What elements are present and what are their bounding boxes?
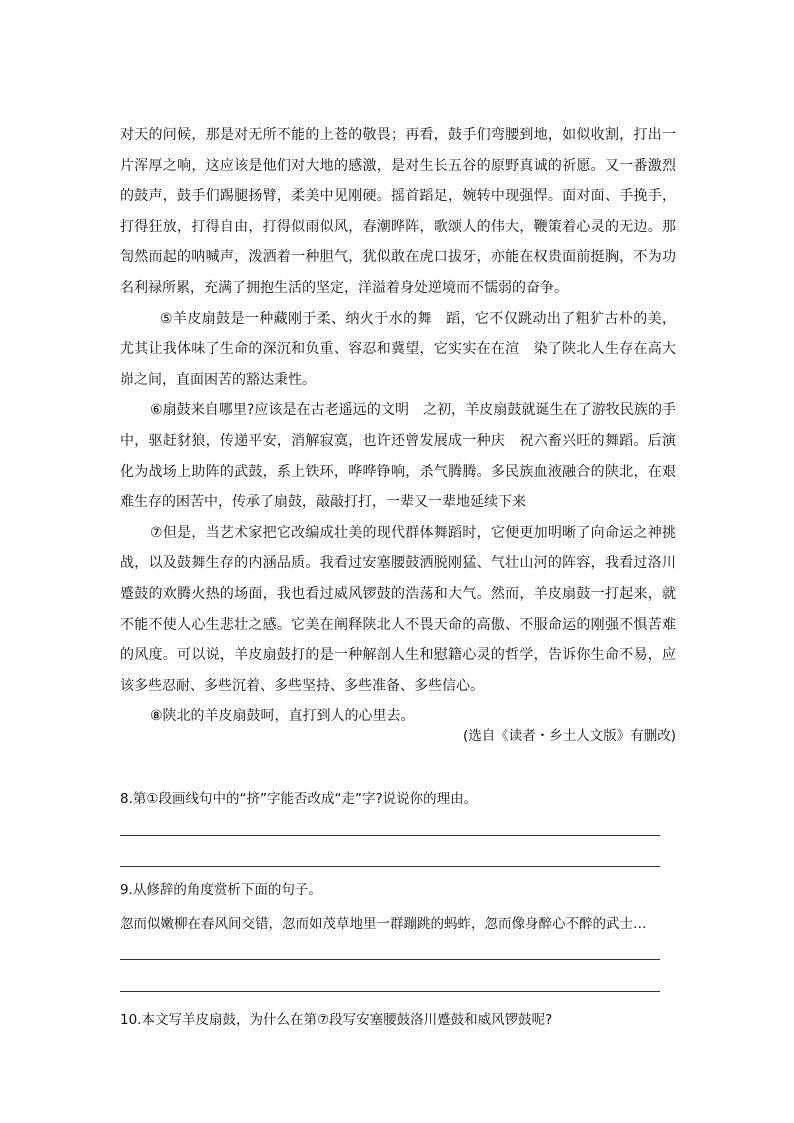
- answer-line[interactable]: [120, 959, 660, 960]
- paragraph-6: ⑥扇鼓来自哪里?应该是在古老遥远的文明 之初，羊皮扇鼓就诞生在了游牧民族的手中，驱赶豺狼，传递平安，消解寂寞，也许还曾发展成一种庆 祝六畜兴旺的舞蹈。后演化为战场上助阵的武鼓，系上铁环，哗哗铮响，杀气腾腾。多民族血液融合的陕北，在艰难生存的困苦中，传承了扇鼓，敲敲打打，一辈又一辈地延续下来: [120, 402, 676, 511]
- question-8: 8.第①段画线句中的“挤”字能否改成“走”字?说说你的理由。: [120, 791, 478, 807]
- paragraph-4-continued: 对天的问候，那是对无所不能的上苍的敬畏；再看，鼓手们弯腰到地，如似收割，打出一片浑厚之响，这应该是他们对大地的感激，是对生长五谷的原野真诚的祈愿。又一番激烈的鼓声，鼓手们踢腿扬臂，柔美中见刚硬。摇首蹈足，婉转中现强悍。面对面、手挽手，打得狂放，打得自由，打得似雨似风，春潮晔阵，歌颂人的伟大，鞭策着心灵的无边。那訇然而起的呐喊声，泼洒着一种胆气，犹似敢在虎口拔牙，亦能在权贵面前挺胸，不为功名利禄所累，充满了拥抱生活的坚定，洋溢着身处逆境而不懦弱的奋争。: [120, 127, 676, 296]
- paragraph-5: ⑤羊皮扇鼓是一种藏刚于柔、纳火于水的舞 蹈，它不仅跳动出了粗犷古朴的美，尤其让我体味了生命的深沉和负重、容忍和冀望，它实实在在渲 染了陕北人生存在高大峁之间，直面困苦的豁达秉性。: [120, 310, 676, 388]
- paragraph-7: ⑦但是，当艺术家把它改编成壮美的现代群体舞蹈时，它便更加明晰了向命运之神挑战，以及鼓舞生存的内涵品质。我看过安塞腰鼓洒脱刚猛、气壮山河的阵容，我看过洛川蹙鼓的欢腾火热的场面，我也看过威风锣鼓的浩荡和大气。然而，羊皮扇鼓一打起来，就不能不使人心生悲壮之感。它美在阐释陕北人不畏天命的高傲、不服命运的刚强不惧苦难的风度。可以说，羊皮扇鼓打的是一种解剖人生和慰籍心灵的哲学，告诉你生命不易，应该多些忍耐、多些沉着、多些坚持、多些准备、多些信心。: [120, 524, 676, 694]
- source-citation: (选自《读者・乡土人文版》有删改): [462, 728, 676, 744]
- passage: [120, 120, 676, 732]
- answer-line[interactable]: [120, 991, 660, 992]
- answer-line[interactable]: [120, 835, 660, 836]
- question-10: 10.本文写羊皮扇鼓，为什么在第⑦段写安塞腰鼓洛川蹙鼓和威风锣鼓呢?: [120, 1012, 553, 1028]
- answer-line[interactable]: [120, 866, 660, 867]
- question-9-sentence: 忽而似嫩柳在春风间交错，忽而如茂草地里一群蹦跳的蚂蚱，忽而像身醉心不醉的武士…: [120, 916, 647, 932]
- paragraph-8: ⑧陕北的羊皮扇鼓呵，直打到人的心里去。: [150, 708, 415, 725]
- question-9: 9.从修辞的角度赏析下面的句子。: [120, 882, 322, 898]
